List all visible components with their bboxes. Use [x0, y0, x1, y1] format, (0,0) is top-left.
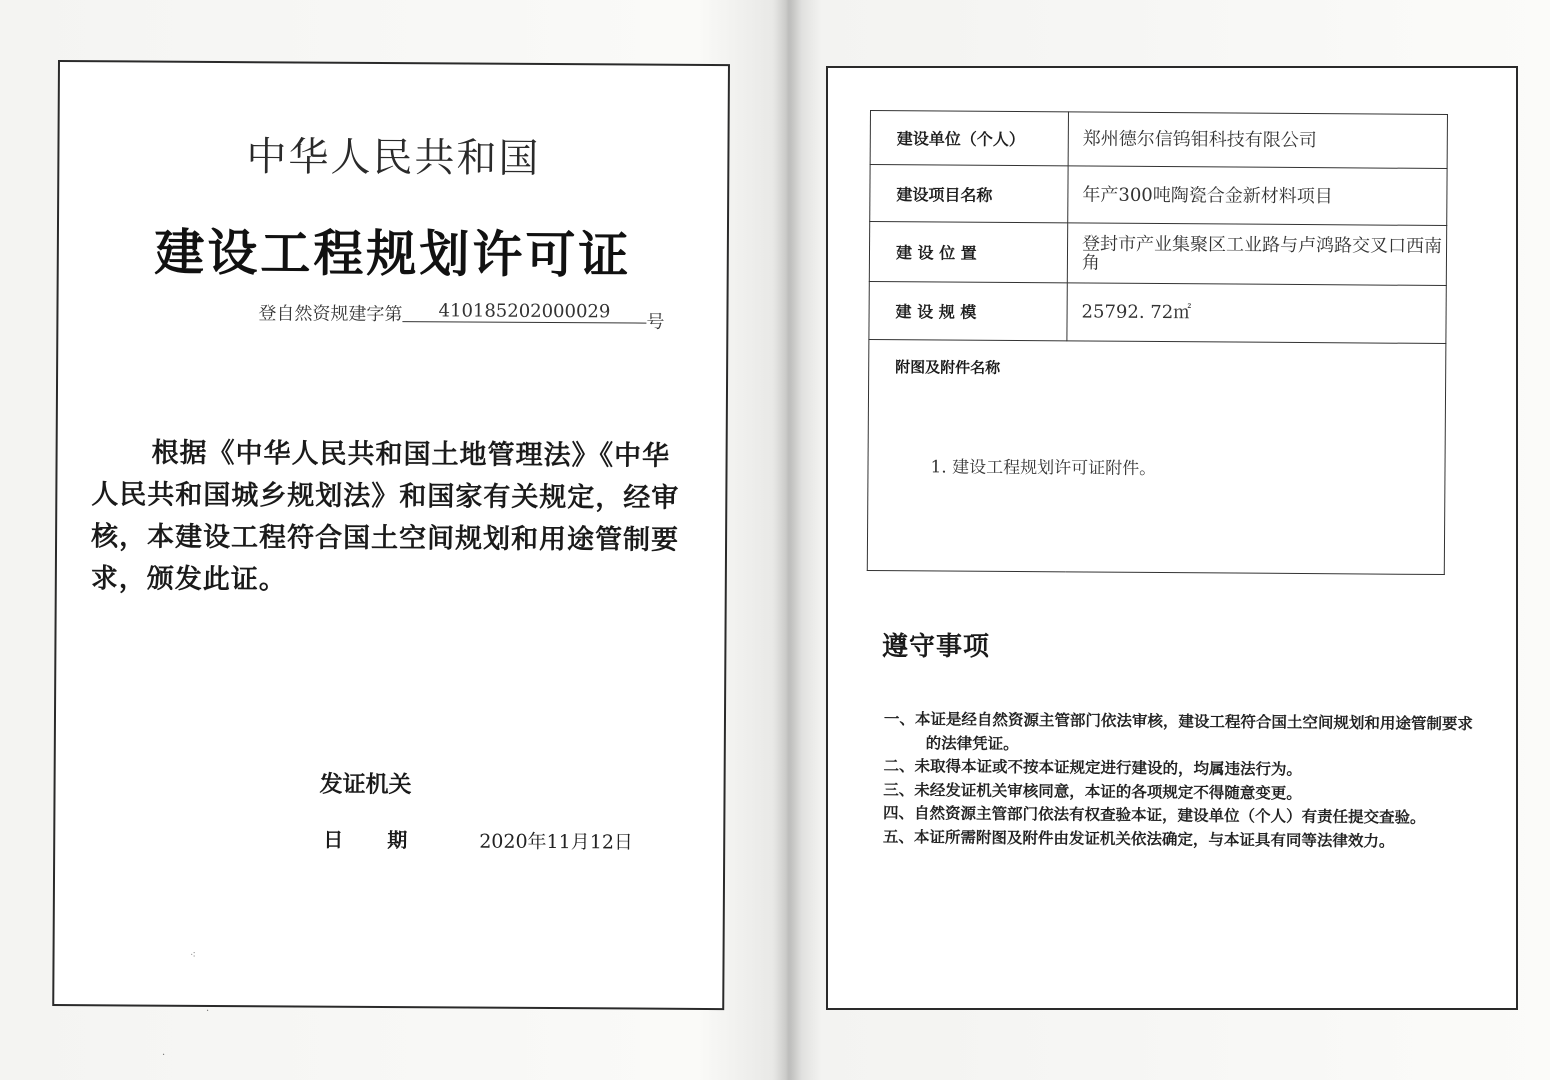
paper-speck: ·: [162, 1050, 166, 1061]
attachment-cell: [867, 339, 1446, 574]
rules-list: [883, 708, 1484, 854]
issuing-authority-label: 发证机关: [319, 771, 412, 799]
certificate-number-prefix: 登自然资规建字第: [258, 303, 403, 326]
project-info-table: [867, 110, 1448, 575]
rule-item: 四、自然资源主管部门依法有权查验本证，建设单位（个人）有责任提交查验。: [883, 803, 1426, 827]
table-row: [869, 281, 1446, 343]
country-name: 中华人民共和国: [246, 134, 541, 182]
row-value: 年产300吨陶瓷合金新材料项目: [1068, 166, 1447, 226]
certificate-number: 410185202000029: [402, 300, 646, 323]
table-row: [870, 111, 1447, 169]
attachment-item: 1. 建设工程规划许可证附件。: [930, 457, 1157, 480]
table-row: [870, 165, 1447, 226]
paper-speck: ⁖: [190, 950, 196, 961]
rule-item: 一、本证是经自然资源主管部门依法审核，建设工程符合国土空间规划和用途管制要求的法律凭证。: [883, 709, 1473, 753]
certificate-number-suffix: 号: [646, 311, 665, 333]
date-label: 日期: [323, 827, 452, 853]
row-value: 登封市产业集聚区工业路与卢鸿路交叉口西南角: [1067, 223, 1446, 286]
row-value: 25792. 72㎡: [1067, 283, 1446, 344]
legal-basis-paragraph: 根据《中华人民共和国土地管理法》《中华人民共和国城乡规划法》和国家有关规定，经审核，本建设工程符合国土空间规划和用途管制要求，颁发此证。: [90, 437, 680, 596]
row-label: 建 设 规 模: [869, 281, 1067, 340]
certificate-number-line: [258, 299, 665, 333]
issue-date: 2020年11月12日: [479, 830, 634, 854]
table-row: [869, 222, 1446, 286]
book-gutter: [772, 0, 802, 1080]
row-label: 建设单位（个人）: [870, 111, 1068, 166]
paper-speck: ·: [206, 1006, 210, 1017]
row-label: 建设项目名称: [870, 165, 1068, 223]
attachment-label: 附图及附件名称: [895, 358, 1001, 377]
rules-title: 遵守事项: [882, 632, 991, 662]
rule-item: 三、未经发证机关审核同意，本证的各项规定不得随意变更。: [883, 780, 1302, 803]
rule-item: 二、未取得本证或不按本证规定进行建设的，均属违法行为。: [883, 756, 1303, 779]
rule-item: 五、本证所需附图及附件由发证机关依法确定，与本证具有同等法律效力。: [882, 827, 1395, 850]
row-label: 建 设 位 置: [869, 222, 1067, 283]
certificate-title: 建设工程规划许可证: [154, 223, 632, 285]
row-value: 郑州德尔信钨钼科技有限公司: [1068, 112, 1447, 169]
left-page: [52, 60, 730, 1010]
attachment-row: [867, 339, 1446, 574]
right-page: [826, 66, 1518, 1010]
